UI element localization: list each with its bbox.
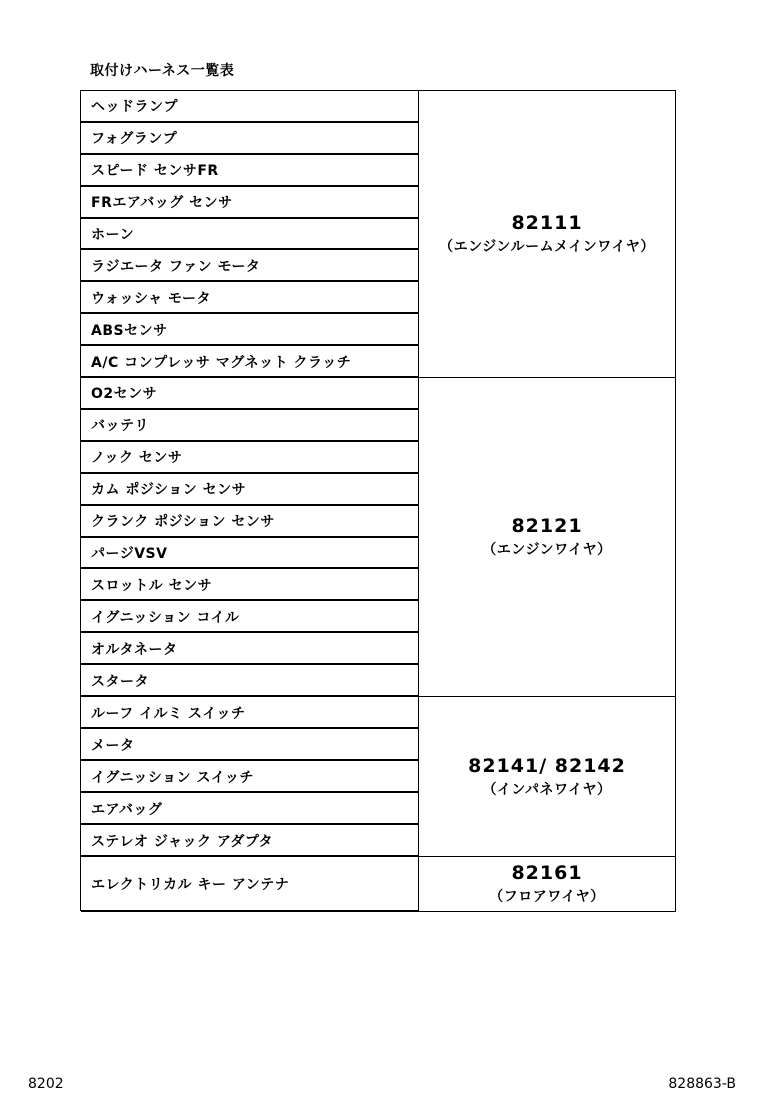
component-row: パージVSV <box>81 538 418 570</box>
component-row: スタータ <box>81 665 418 697</box>
page-title: 取付けハーネス一覧表 <box>90 63 235 79</box>
component-row: FRエアバッグ センサ <box>81 187 418 219</box>
component-row: クランク ポジション センサ <box>81 506 418 538</box>
component-row: ステレオ ジャック アダプタ <box>81 825 418 857</box>
component-row: ヘッドランプ <box>81 91 418 123</box>
harness-wire-name: （エンジンルームメインワイヤ） <box>439 239 655 255</box>
component-list <box>81 378 419 697</box>
component-row: A/C コンプレッサ マグネット クラッチ <box>81 346 418 378</box>
component-row: フォグランプ <box>81 123 418 155</box>
harness-group-82141 <box>81 697 676 857</box>
harness-part-number: 82161 <box>511 862 583 884</box>
harness-part-number: 82111 <box>511 212 583 234</box>
component-row: オルタネータ <box>81 633 418 665</box>
component-row: エアバッグ <box>81 793 418 825</box>
page-code: 8202 <box>28 1076 64 1092</box>
harness-group-82111 <box>81 91 676 378</box>
component-row: メータ <box>81 729 418 761</box>
component-row: バッテリ <box>81 410 418 442</box>
component-row: カム ポジション センサ <box>81 474 418 506</box>
component-row: ウォッシャ モータ <box>81 282 418 314</box>
harness-code-cell <box>419 91 676 378</box>
component-row: イグニッション コイル <box>81 601 418 633</box>
component-list <box>81 857 419 912</box>
component-list <box>81 697 419 857</box>
component-row: O2センサ <box>81 378 418 410</box>
component-row: スロットル センサ <box>81 569 418 601</box>
harness-group-82121 <box>81 378 676 697</box>
component-row: ラジエータ ファン モータ <box>81 250 418 282</box>
harness-part-number: 82121 <box>511 515 583 537</box>
harness-wire-name: （エンジンワイヤ） <box>482 542 612 558</box>
component-row: ABSセンサ <box>81 314 418 346</box>
harness-wire-name: （フロアワイヤ） <box>489 889 605 905</box>
harness-code-cell <box>419 697 676 857</box>
harness-group-82161 <box>81 857 676 912</box>
harness-code-cell <box>419 857 676 912</box>
harness-table <box>80 90 676 911</box>
harness-code-cell <box>419 378 676 697</box>
component-list <box>81 91 419 378</box>
harness-part-number: 82141/ 82142 <box>468 754 626 777</box>
component-row: ホーン <box>81 219 418 251</box>
component-row: ルーフ イルミ スイッチ <box>81 697 418 729</box>
component-row: ノック センサ <box>81 442 418 474</box>
component-row: エレクトリカル キー アンテナ <box>81 857 418 912</box>
figure-id: 828863-B <box>668 1076 736 1092</box>
harness-wire-name: （インパネワイヤ） <box>482 781 612 798</box>
component-row: スピード センサFR <box>81 155 418 187</box>
component-row: イグニッション スイッチ <box>81 761 418 793</box>
